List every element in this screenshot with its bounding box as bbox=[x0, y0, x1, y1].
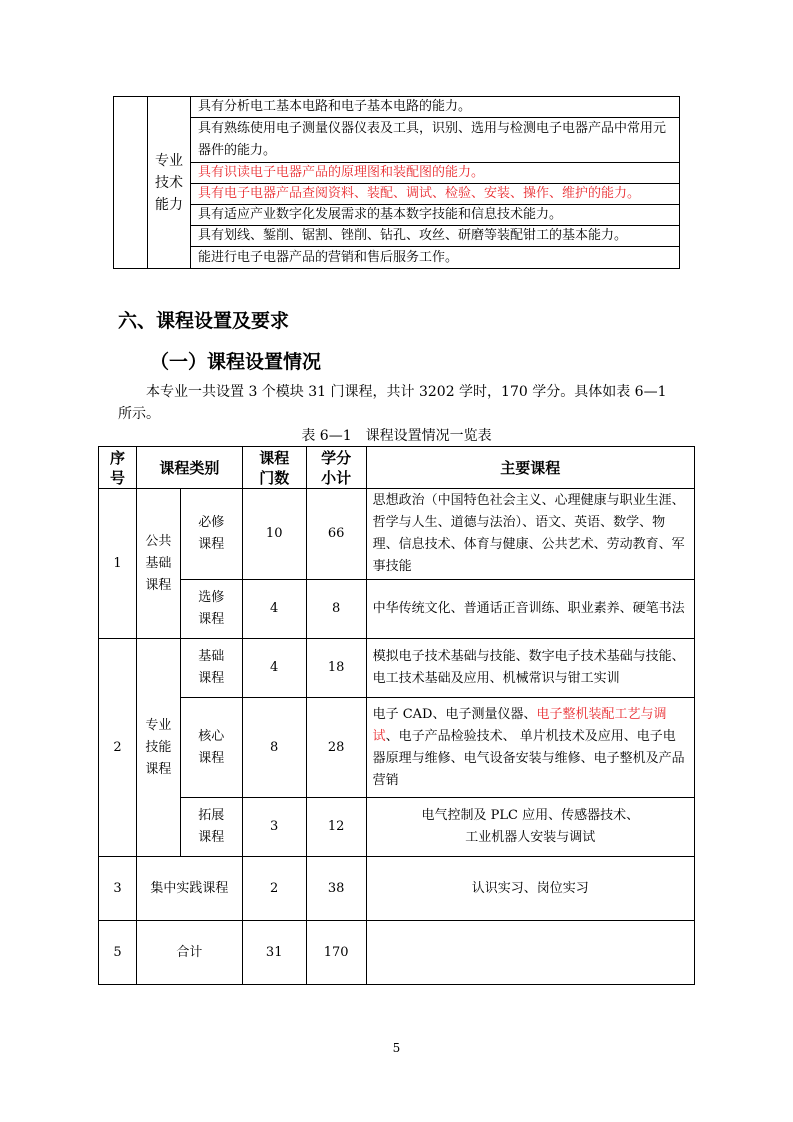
category-line: 技术 bbox=[155, 174, 183, 191]
competency-item: 具有分析电工基本电路和电子基本电路的能力。 bbox=[191, 97, 680, 118]
competency-item: 具有熟练使用电子测量仪器仪表及工具，识别、选用与检测电子电器产品中常用元器件的能力。 bbox=[191, 118, 680, 163]
competency-item: 具有电子电器产品查阅资料、装配、调试、检验、安装、操作、维护的能力。 bbox=[191, 184, 680, 205]
subsection-heading: （一）课程设置情况 bbox=[150, 351, 322, 373]
type-line: 基础 bbox=[198, 649, 225, 664]
courses-cell: 中华传统文化、普通话正音训练、职业素养、硬笔书法 bbox=[366, 580, 694, 639]
header-seq bbox=[99, 447, 137, 489]
header-text: 小计 bbox=[321, 468, 352, 487]
table-row bbox=[99, 798, 695, 857]
header-text: 门数 bbox=[259, 468, 290, 487]
table-row-total bbox=[99, 921, 695, 985]
table-row bbox=[99, 489, 695, 580]
seq-cell: 2 bbox=[99, 639, 137, 857]
total-label-cell: 合计 bbox=[136, 921, 242, 985]
type-cell bbox=[180, 798, 242, 857]
group-name-line: 课程 bbox=[145, 577, 172, 593]
course-table bbox=[98, 446, 695, 985]
courses-cell: 认识实习、岗位实习 bbox=[366, 857, 694, 921]
header-text: 号 bbox=[109, 468, 125, 487]
courses-text-highlight: 电子整机装配工艺与调试 bbox=[372, 706, 667, 744]
table-row bbox=[99, 857, 695, 921]
header-count bbox=[242, 447, 306, 489]
count-cell: 31 bbox=[242, 921, 306, 985]
type-line: 核心 bbox=[198, 728, 225, 744]
table-row bbox=[99, 698, 695, 798]
type-line: 课程 bbox=[198, 537, 225, 552]
header-credits bbox=[306, 447, 366, 489]
intro-paragraph: 本专业一共设置 3 个模块 31 门课程，共计 3202 学时，170 学分。具体如表 6—1 所示。 bbox=[118, 384, 667, 422]
category-line: 专业 bbox=[155, 152, 183, 169]
count-cell: 8 bbox=[242, 698, 306, 798]
credits-cell: 28 bbox=[306, 698, 366, 798]
courses-line: 电气控制及 PLC 应用、传感器技术、 bbox=[421, 808, 640, 823]
count-cell: 4 bbox=[242, 580, 306, 639]
credits-cell: 12 bbox=[306, 798, 366, 857]
header-text: 课程 bbox=[259, 448, 290, 467]
credits-cell: 38 bbox=[306, 857, 366, 921]
section-heading: 六、课程设置及要求 bbox=[118, 310, 290, 332]
count-cell: 4 bbox=[242, 639, 306, 698]
type-line: 课程 bbox=[198, 830, 225, 845]
courses-cell: 模拟电子技术基础与技能、数字电子技术基础与技能、电工技术基础及应用、机械常识与钳工实训 bbox=[366, 639, 694, 698]
type-cell bbox=[180, 698, 242, 798]
table-caption: 表 6—1 课程设置情况一览表 bbox=[301, 428, 492, 444]
seq-cell: 5 bbox=[99, 921, 137, 985]
type-cell bbox=[180, 489, 242, 580]
count-cell: 3 bbox=[242, 798, 306, 857]
credits-cell: 170 bbox=[306, 921, 366, 985]
header-category: 课程类别 bbox=[136, 447, 242, 489]
credits-cell: 8 bbox=[306, 580, 366, 639]
type-line: 课程 bbox=[198, 612, 225, 627]
courses-cell: 思想政治（中国特色社会主义、心理健康与职业生涯、哲学与人生、道德与法治）、语文、英语、数学、物理、信息技术、体育与健康、公共艺术、劳动教育、军事技能 bbox=[366, 489, 694, 580]
empty-cell bbox=[114, 97, 148, 269]
courses-cell bbox=[366, 798, 694, 857]
group-name-line: 基础 bbox=[145, 555, 172, 571]
count-cell: 2 bbox=[242, 857, 306, 921]
type-cell bbox=[180, 639, 242, 698]
group-name-line: 技能 bbox=[145, 739, 172, 755]
group-name-line: 公共 bbox=[145, 533, 172, 549]
count-cell: 10 bbox=[242, 489, 306, 580]
header-text: 学分 bbox=[321, 448, 352, 467]
competency-item: 具有识读电子电器产品的原理图和装配图的能力。 bbox=[191, 163, 680, 184]
type-cell bbox=[180, 580, 242, 639]
group-name-cell: 集中实践课程 bbox=[136, 857, 242, 921]
type-line: 课程 bbox=[198, 671, 225, 686]
seq-cell: 3 bbox=[99, 857, 137, 921]
competency-table bbox=[113, 96, 680, 269]
header-courses: 主要课程 bbox=[366, 447, 694, 489]
group-name-line: 课程 bbox=[145, 761, 172, 777]
competency-item: 具有划线、錾削、锯割、锉削、钻孔、攻丝、研磨等装配钳工的基本能力。 bbox=[191, 226, 680, 247]
competency-category bbox=[148, 97, 191, 269]
credits-cell: 18 bbox=[306, 639, 366, 698]
courses-line: 工业机器人安装与调试 bbox=[465, 830, 596, 845]
courses-cell bbox=[366, 921, 694, 985]
competency-item: 具有适应产业数字化发展需求的基本数字技能和信息技术能力。 bbox=[191, 205, 680, 226]
table-row bbox=[99, 639, 695, 698]
courses-text: 电子 CAD、电子测量仪器、 bbox=[372, 706, 537, 722]
group-name-line: 专业 bbox=[145, 717, 172, 733]
group-name-cell bbox=[136, 489, 180, 639]
table-row bbox=[99, 580, 695, 639]
type-line: 拓展 bbox=[198, 808, 225, 823]
group-name-cell bbox=[136, 639, 180, 857]
type-line: 选修 bbox=[198, 590, 225, 605]
header-text: 序 bbox=[109, 448, 125, 467]
type-line: 课程 bbox=[198, 750, 225, 766]
credits-cell: 66 bbox=[306, 489, 366, 580]
courses-text: 、电子产品检验技术、 单片机技术及应用、电子电器原理与维修、电气设备安装与维修、电子整机及产品营销 bbox=[372, 728, 685, 788]
competency-item: 能进行电子电器产品的营销和售后服务工作。 bbox=[191, 247, 680, 269]
seq-cell: 1 bbox=[99, 489, 137, 639]
category-line: 能力 bbox=[155, 196, 183, 213]
page-number: 5 bbox=[392, 1041, 401, 1055]
type-line: 必修 bbox=[198, 515, 225, 530]
courses-cell bbox=[366, 698, 694, 798]
